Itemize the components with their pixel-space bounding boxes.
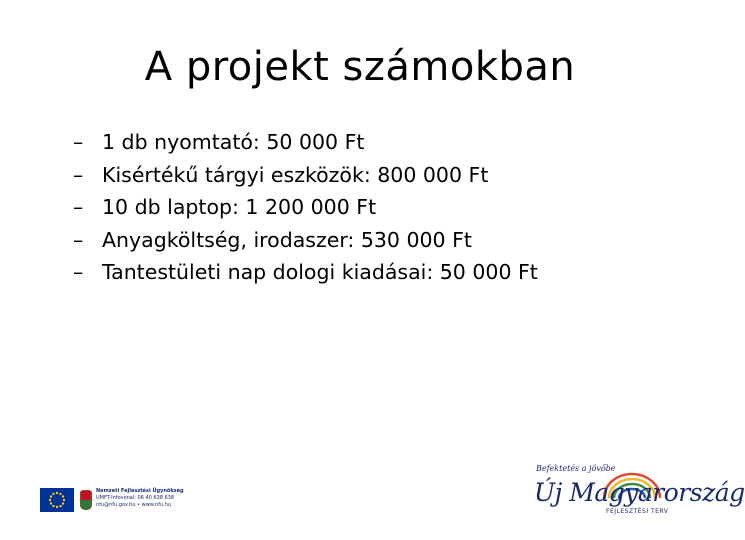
bullet-item <box>73 126 538 159</box>
hungarian-crest-icon <box>80 490 92 510</box>
bullet-marker: – <box>73 195 84 219</box>
eu-flag-icon <box>40 488 74 512</box>
agency-info <box>96 488 184 509</box>
bullet-marker: – <box>73 260 84 284</box>
uj-magyarorszag-logo <box>528 462 745 524</box>
slide-title: A projekt számokban <box>144 44 576 90</box>
logo-slogan: Befektetés a jövőbe <box>536 464 616 473</box>
agency-hotline: UMFT-Infovonal: 06 40 638 638 <box>96 495 175 501</box>
agency-name: Nemzeti Fejlesztési Ügynökség <box>96 488 184 494</box>
bullet-item <box>73 191 538 224</box>
bullet-text: 1 db nyomtató: 50 000 Ft <box>102 130 365 154</box>
bullet-marker: – <box>73 227 84 252</box>
agency-contact: nfu@nfu.gov.hu • www.nfu.hu <box>96 502 172 508</box>
bullet-item <box>73 224 538 257</box>
bullet-text: Tantestületi nap dologi kiadásai: 50 000 Ft <box>102 260 538 284</box>
bullet-item <box>73 256 538 289</box>
bullet-list <box>73 126 538 289</box>
bullet-marker: – <box>73 162 84 187</box>
bullet-text: Kisértékű tárgyi eszközök: 800 000 Ft <box>102 162 489 187</box>
footer-agency-block <box>40 488 230 514</box>
bullet-text: Anyagköltség, irodaszer: 530 000 Ft <box>102 227 472 252</box>
bullet-item <box>73 159 538 192</box>
logo-subbrand: FEJLESZTÉSI TERV <box>606 508 669 515</box>
bullet-marker: – <box>73 130 84 154</box>
logo-brand: Új Magyarország <box>534 478 745 507</box>
bullet-text: 10 db laptop: 1 200 000 Ft <box>102 195 377 219</box>
